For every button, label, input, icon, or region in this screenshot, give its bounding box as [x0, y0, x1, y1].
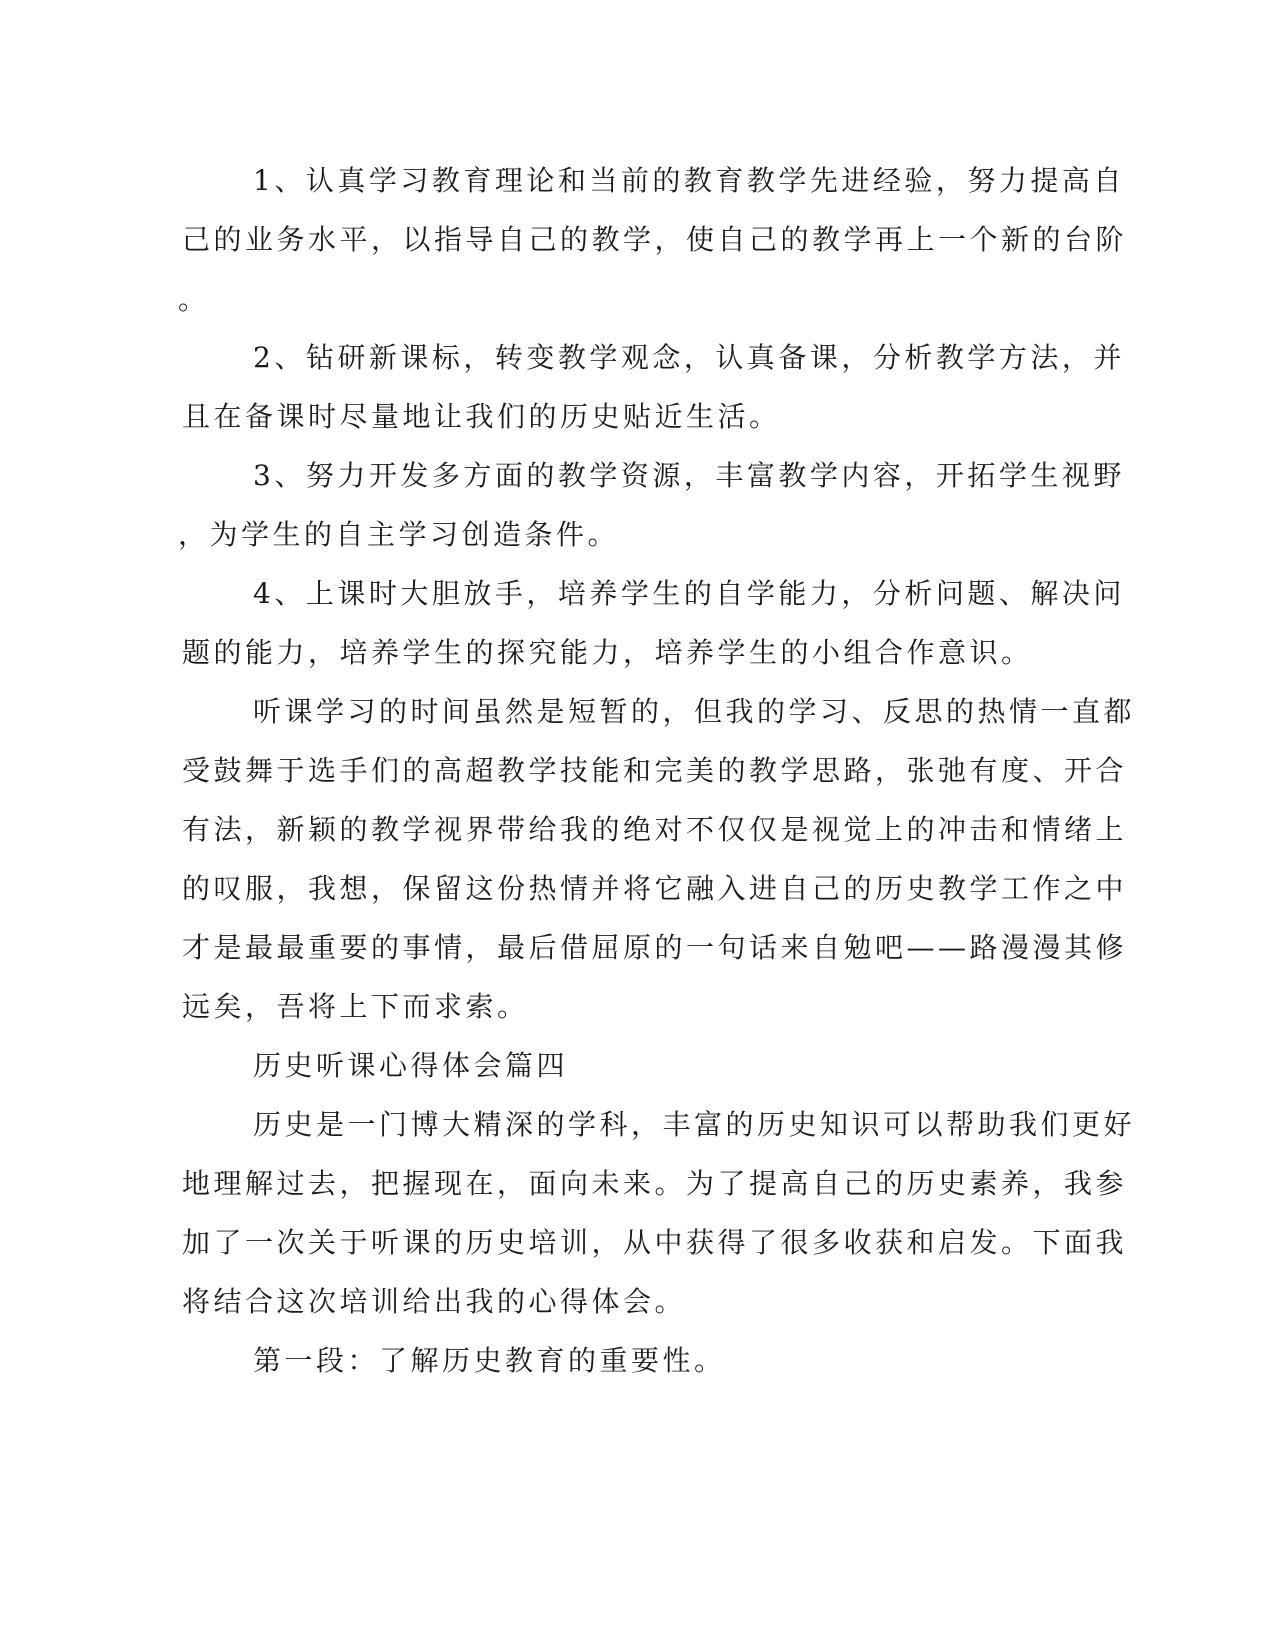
text-line: 己的业务水平，以指导自己的教学，使自己的教学再上一个新的台阶	[182, 223, 1128, 256]
text-line: 的叹服，我想，保留这份热情并将它融入进自己的历史教学工作之中	[182, 872, 1128, 905]
text-line: 第一段：了解历史教育的重要性。	[253, 1344, 726, 1377]
section-heading: 历史听课心得体会篇四	[253, 1049, 569, 1082]
text-line: 且在备课时尽量地让我们的历史贴近生活。	[182, 400, 781, 433]
text-line: 题的能力，培养学生的探究能力，培养学生的小组合作意识。	[182, 636, 1033, 669]
text-line: 将结合这次培训给出我的心得体会。	[182, 1285, 687, 1318]
text-line: ，为学生的自主学习创造条件。	[178, 518, 620, 551]
text-line: 。	[178, 283, 210, 316]
text-line: 地理解过去，把握现在，面向未来。为了提高自己的历史素养，我参	[182, 1167, 1128, 1200]
text-line: 才是最最重要的事情，最后借屈原的一句话来自勉吧——路漫漫其修	[182, 931, 1128, 964]
text-line: 2、钻研新课标，转变教学观念，认真备课，分析教学方法，并	[253, 341, 1125, 374]
text-line: 受鼓舞于选手们的高超教学技能和完美的教学思路，张弛有度、开合	[182, 754, 1128, 787]
text-line: 加了一次关于听课的历史培训，从中获得了很多收获和启发。下面我	[182, 1226, 1128, 1259]
text-line: 3、努力开发多方面的教学资源，丰富教学内容，开拓学生视野	[253, 459, 1125, 492]
text-line: 远矣，吾将上下而求索。	[182, 990, 529, 1023]
text-line: 有法，新颖的教学视界带给我的绝对不仅仅是视觉上的冲击和情绪上	[182, 813, 1128, 846]
text-line: 历史是一门博大精深的学科，丰富的历史知识可以帮助我们更好	[253, 1108, 1136, 1141]
text-line: 1、认真学习教育理论和当前的教育教学先进经验，努力提高自	[253, 164, 1125, 197]
text-line: 4、上课时大胆放手，培养学生的自学能力，分析问题、解决问	[253, 577, 1125, 610]
text-line: 听课学习的时间虽然是短暂的，但我的学习、反思的热情一直都	[253, 695, 1136, 728]
